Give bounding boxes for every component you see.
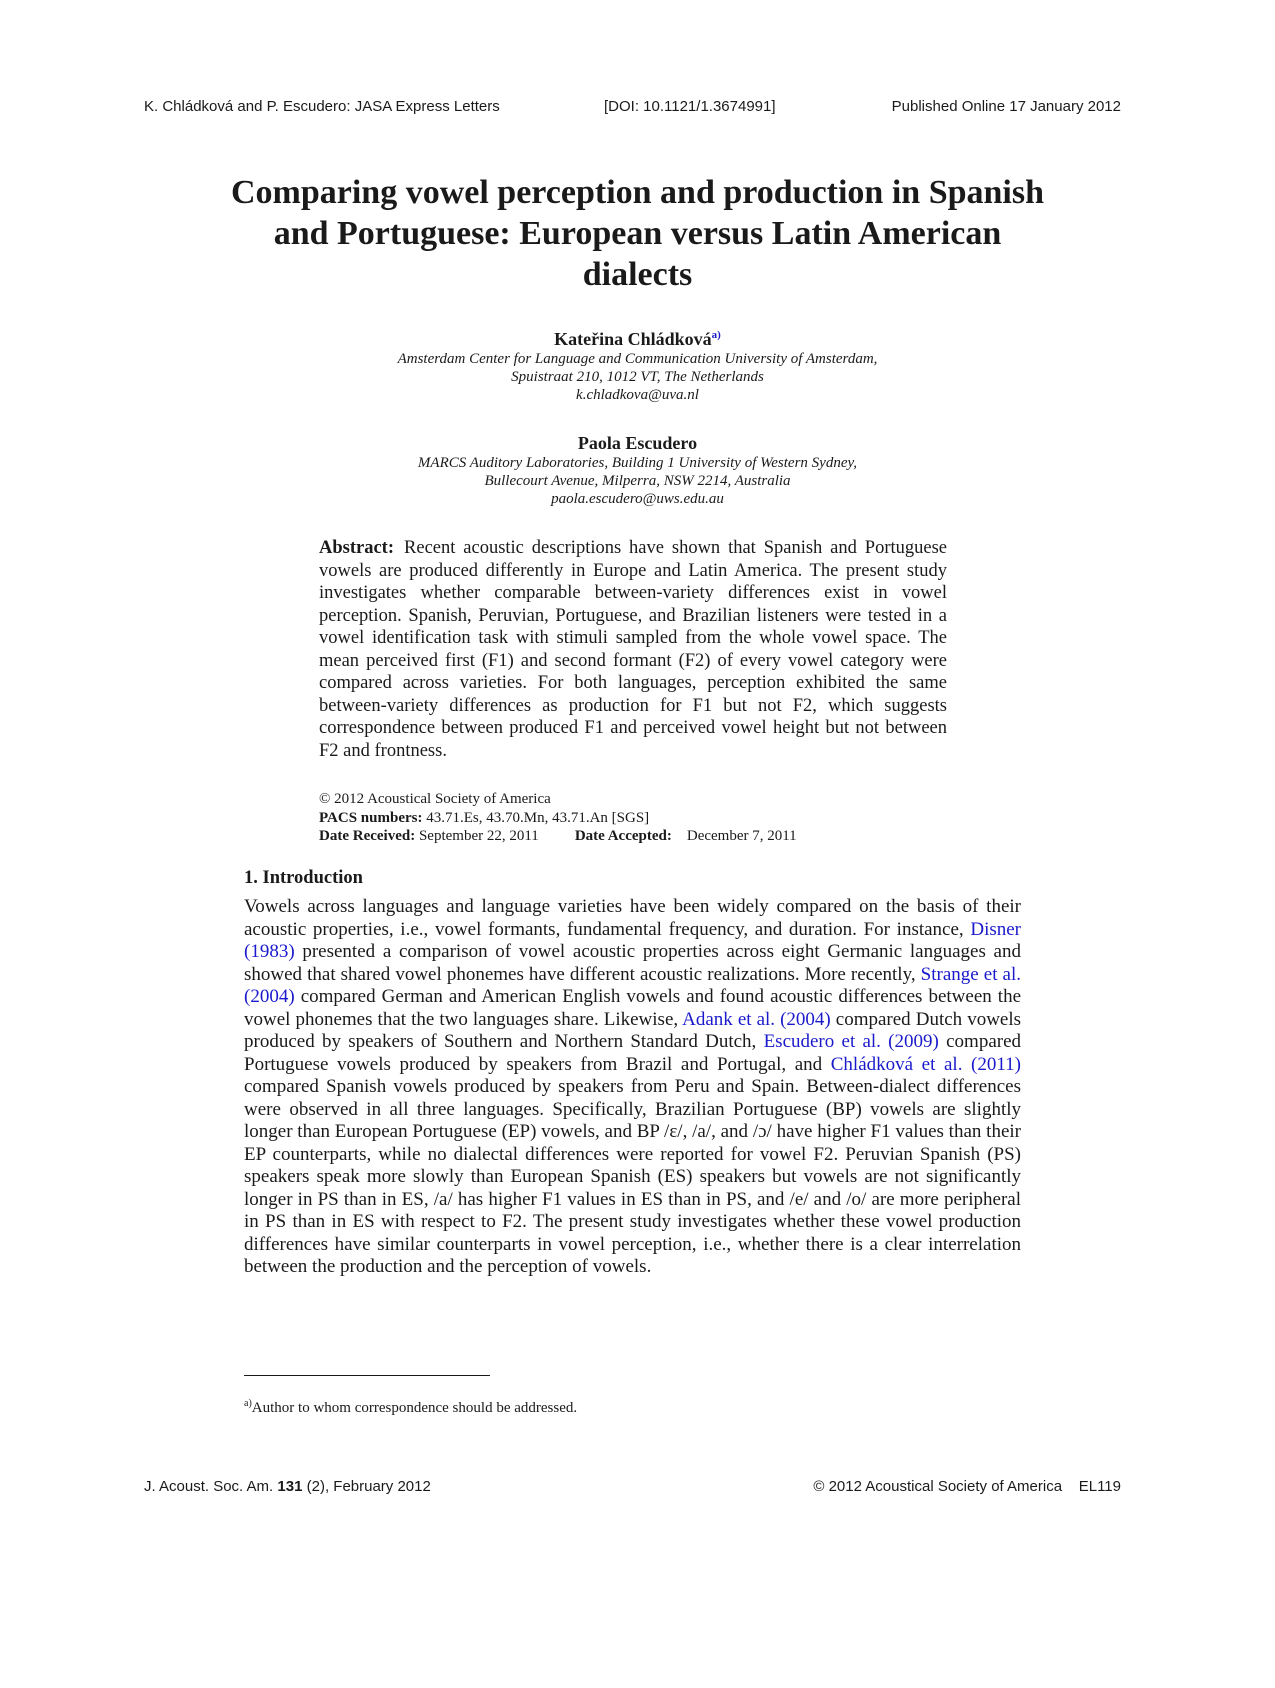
author-name: Paola Escudero <box>577 433 698 453</box>
footnote-divider <box>244 1375 490 1376</box>
footnote-text: Author to whom correspondence should be addressed. <box>251 1400 578 1416</box>
author-address: Spuistraat 210, 1012 VT, The Netherlands <box>511 369 764 385</box>
author-email[interactable]: k.chladkova@uva.nl <box>576 387 699 403</box>
author-address: Bullecourt Avenue, Milperra, NSW 2214, Australia <box>484 473 791 489</box>
running-footer <box>144 1478 1121 1502</box>
citation-link[interactable]: Escudero et al. (2009) <box>763 1031 939 1052</box>
page-number: EL119 <box>1078 1478 1121 1495</box>
accepted-date: December 7, 2011 <box>686 828 797 844</box>
running-header <box>144 98 1121 122</box>
section-heading: 1. Introduction <box>244 868 363 888</box>
abstract-label: Abstract: <box>319 538 395 558</box>
header-published: Published Online 17 January 2012 <box>891 98 1121 115</box>
copyright-line: © 2012 Acoustical Society of America <box>319 791 551 807</box>
author-name: Kateřina Chládková$^{a)}$ <box>554 329 721 349</box>
received-label: Date Received: <box>319 828 416 844</box>
author-email[interactable]: paola.escudero@uws.edu.au <box>551 491 724 507</box>
footer-volume: 131 <box>277 1478 303 1495</box>
abstract-text: Recent acoustic descriptions have shown that Spanish and Portuguese vowels are produced differently in Europe and Latin America. The present study investigates whether comparable between-variety differences exist in vowel perception. Spanish, Peruvian, Portuguese, and Brazilian listeners were tested in a vowel identification task with stimuli sampled from the whole vowel space. The mean perceived first (F1) and second formant (F2) of every vowel category were compared across varieties. For both languages, perception exhibited the same between-variety differences as production for F1 but not F2, which suggests correspondence between produced F1 and perceived vowel height but not between F2 and frontness. <box>319 538 947 761</box>
footnote <box>244 1398 577 1417</box>
citation-link[interactable]: Strange et al. (2004) <box>244 963 1022 1007</box>
header-doi: [DOI: 10.1121/1.3674991] <box>604 98 776 115</box>
author-affiliation: MARCS Auditory Laboratories, Building 1 University of Western Sydney, <box>417 455 858 471</box>
pacs-numbers: 43.71.Es, 43.70.Mn, 43.71.An [SGS] <box>426 809 650 826</box>
footnote-mark[interactable]: a) <box>711 329 721 341</box>
introduction-paragraph: Vowels across languages and language varieties have been widely compared on the basis of their acoustic properties, i.e., vowel formants, fundamental frequency, and duration. For instance, Disner (1983) presented a comparison of vowel acoustic properties across eight Germanic languages and showed that shared vowel phonemes have different acoustic realizations. More recently, Strange et al. (2004) compared German and American English vowels and found acoustic differences between the vowel phonemes that the two languages share. Likewise, Adank et al. (2004) compared Dutch vowels produced by speakers of Southern and Northern Standard Dutch, Escudero et al. (2009) compared Portuguese vowels produced by speakers from Brazil and Portugal, and Chládková et al. (2011) compared Spanish vowels produced by speakers from Peru and Spain. Between-dialect differences were observed in all three languages. Specifically, Brazilian Portuguese (BP) vowels are slightly longer than European Portuguese (EP) vowels, and BP /ɛ/, /a/, and /ɔ/ have higher F1 values than their EP counterparts, while no dialectal differences were reported for vowel F2. Peruvian Spanish (PS) speakers speak more slowly than European Spanish (ES) speakers but vowels are not significantly longer in PS than in ES, /a/ has higher F1 values in ES than in PS, and /e/ and /o/ are more peripheral in PS than in ES with respect to F2. The present study investigates whether these vowel production differences have similar counterparts in vowel perception, i.e., whether there is a clear interrelation between the production and the perception of vowels. <box>244 896 1022 1277</box>
article-metadata <box>319 790 947 846</box>
pacs-label: PACS numbers: <box>319 809 423 826</box>
dates-line <box>319 827 947 846</box>
author-affiliation: Amsterdam Center for Language and Communication University of Amsterdam, <box>397 351 878 367</box>
header-authors: K. Chládková and P. Escudero: JASA Express Letters <box>144 98 500 115</box>
footer-citation: J. Acoust. Soc. Am. 131 (2), February 2012 <box>144 1478 431 1495</box>
abstract <box>319 537 947 762</box>
footer-copyright: © 2012 Acoustical Society of America EL119 <box>813 1478 1121 1495</box>
accepted-label: Date Accepted: <box>574 828 672 844</box>
paper-title: Comparing vowel perception and production in Spanish and Portuguese: European versus Latin American dialects <box>230 174 1045 293</box>
author-block-2 <box>300 432 975 508</box>
citation-link[interactable]: Adank et al. (2004) <box>682 1008 831 1030</box>
author-block-1 <box>300 324 975 404</box>
citation-link[interactable]: Chládková et al. (2011) <box>830 1053 1021 1075</box>
footnote-mark: a) <box>244 1398 252 1409</box>
received-date: September 22, 2011 <box>418 828 539 844</box>
citation-link[interactable]: Disner (1983) <box>244 918 1021 962</box>
pacs-line <box>319 809 947 828</box>
